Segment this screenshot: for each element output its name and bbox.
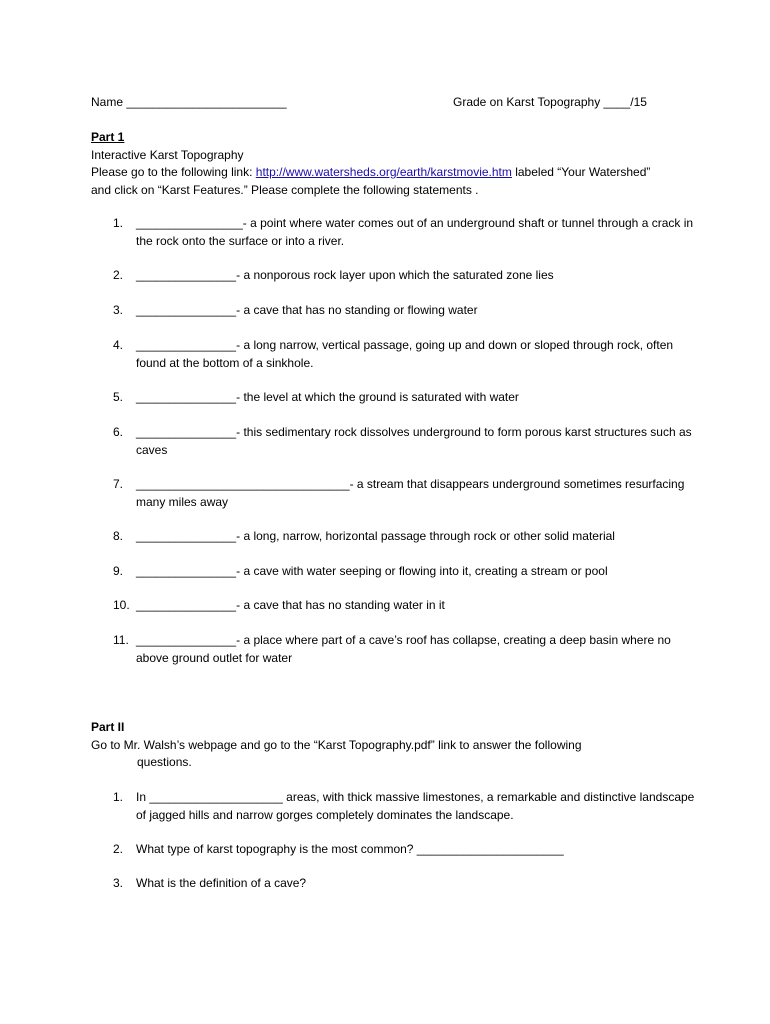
worksheet-header — [91, 94, 681, 112]
question-number: 10. — [113, 598, 130, 612]
question-number: 9. — [113, 564, 124, 578]
part1-section — [91, 129, 691, 199]
question-number: 3. — [113, 876, 124, 890]
question-number: 1. — [113, 216, 124, 230]
question-text: ________________- a point where water comes out of an underground shaft or tunnel through a crack in the rock onto the surface or into a river. — [136, 216, 694, 248]
part1-instructions — [91, 164, 651, 199]
question-number: 6. — [113, 425, 124, 439]
name-field: Name ________________________ — [91, 95, 287, 109]
question-text: What type of karst topography is the most common? ______________________ — [136, 842, 564, 856]
question-number: 1. — [113, 790, 124, 804]
question-text: ________________________________- a stream that disappears underground sometimes resurfacing many miles away — [136, 477, 685, 509]
question-text: _______________- a cave that has no standing water in it — [136, 598, 445, 612]
question-number: 2. — [113, 842, 124, 856]
instructions-prefix: Please go to the following link: — [91, 165, 256, 179]
question-number: 11. — [113, 633, 129, 647]
question-text: _______________- a place where part of a cave’s roof has collapse, creating a deep basin where no above ground outlet for water — [136, 633, 671, 665]
question-number: 4. — [113, 338, 124, 352]
question-number: 5. — [113, 390, 124, 404]
question-number: 7. — [113, 477, 124, 491]
question-text: _______________- a cave with water seeping or flowing into it, creating a stream or pool — [136, 564, 608, 578]
part1-subtitle: Interactive Karst Topography — [91, 147, 244, 162]
question-text: _______________- the level at which the ground is saturated with water — [136, 390, 519, 404]
part2-section — [91, 719, 691, 772]
question-text: _______________- a nonporous rock layer upon which the saturated zone lies — [136, 268, 554, 282]
part2-instructions-line2: questions. — [137, 755, 192, 769]
question-text: _______________- a cave that has no standing or flowing water — [136, 303, 478, 317]
question-text: _______________- a long, narrow, horizontal passage through rock or other solid material — [136, 529, 615, 543]
part1-title: Part 1 — [91, 130, 125, 144]
grade-field: Grade on Karst Topography ____/15 — [453, 95, 647, 109]
part2-instructions-line1: Go to Mr. Walsh’s webpage and go to the “Karst Topography.pdf” link to answer the following — [91, 737, 582, 752]
instructions-suffix: labeled “Your Watershed” and click on “Karst Features.” Please complete the following statements . — [91, 165, 651, 197]
question-number: 2. — [113, 268, 124, 282]
question-text: In ____________________ areas, with thick massive limestones, a remarkable and distinctive landscape of jagged hills and narrow gorges completely dominates the landscape. — [136, 790, 695, 822]
question-number: 3. — [113, 303, 124, 317]
karst-movie-link[interactable]: http://www.watersheds.org/earth/karstmovie.htm — [255, 165, 512, 179]
question-text: _______________- this sedimentary rock dissolves underground to form porous karst structures such as caves — [136, 425, 692, 457]
question-text: _______________- a long narrow, vertical passage, going up and down or sloped through rock, often found at the bottom of a sinkhole. — [136, 338, 674, 370]
part2-title: Part II — [91, 720, 125, 734]
question-text: What is the definition of a cave? — [136, 876, 307, 890]
question-number: 8. — [113, 529, 124, 543]
